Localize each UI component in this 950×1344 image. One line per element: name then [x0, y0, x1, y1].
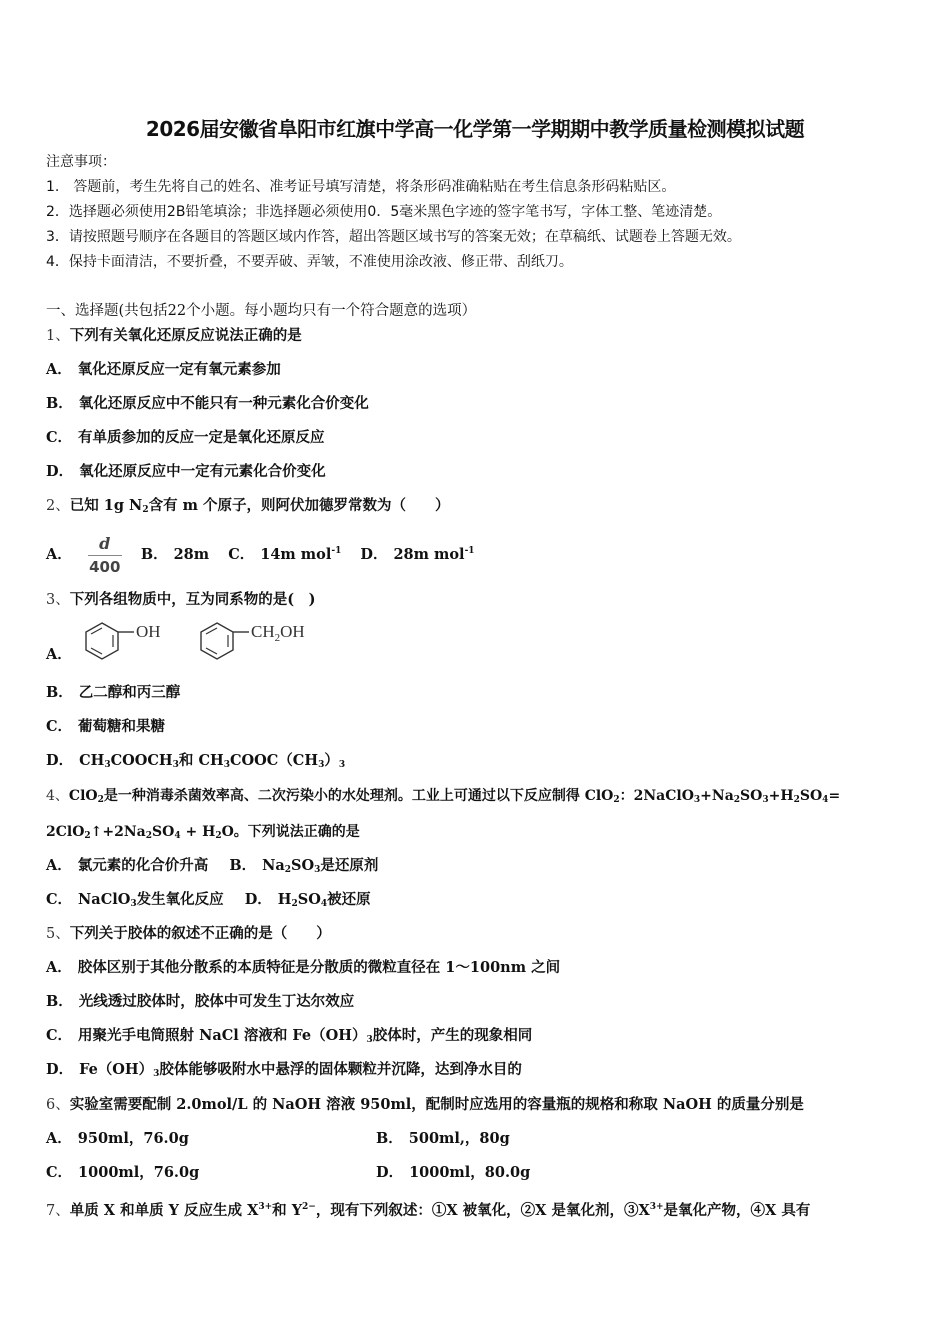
- q2-option-c: C． 14m mol$^{-1}$: [228, 546, 342, 563]
- option-label: A．: [46, 645, 72, 663]
- q4-option-c: C． NaClO$_3$发生氧化反应: [46, 891, 224, 909]
- phenol-structure-icon: [82, 617, 182, 692]
- q2-option-b: B． 28m: [140, 546, 210, 563]
- q3-option-b: B． 乙二醇和丙三醇: [46, 684, 181, 701]
- option-text: 氧化还原反应一定有氧元素参加: [77, 361, 281, 378]
- q1-option-b: [46, 394, 369, 414]
- svg-text:OH: OH: [136, 622, 161, 641]
- q1-option-c: [46, 428, 325, 448]
- section-heading: 一、选择题(共包括22个小题。每小题均只有一个符合题意的选项）: [46, 303, 477, 319]
- notice-item-4: 4．保持卡面清洁，不要折叠，不要弄破、弄皱，不准使用涂改液、修正带、刮纸刀。: [46, 254, 573, 270]
- q3-option-c: C． 葡萄糖和果糖: [46, 718, 166, 735]
- q4-option-b: B． $Na_2SO_3$是还原剂: [229, 857, 379, 875]
- question-7-stem: 7、单质 X 和单质 Y 反应生成 $X^{3+}$和 $Y^{2-}$，现有下列叙述：①X 被氧化，②X 是氧化剂，$③X^{3+}$是氧化产物，④X 具有: [46, 1202, 811, 1219]
- notice-item-2: 2．选择题必须使用2B铅笔填涂；非选择题必须使用0．5毫米黑色字迹的签字笔书写，字体工整、笔迹清楚。: [46, 204, 722, 220]
- question-4-stem-line2: $2ClO_2↑+2Na_2SO_4 + H_2O$。下列说法正确的是: [46, 824, 360, 841]
- notice-item-1: 1. 答题前，考生先将自己的姓名、准考证号填写清楚，将条形码准确粘贴在考生信息条形码粘贴区。: [46, 179, 676, 195]
- option-text: 氧化还原反应中不能只有一种元素化合价变化: [78, 395, 369, 412]
- q6-option-a: A． 950ml，76.0g: [46, 1130, 189, 1147]
- q2-options: [46, 528, 475, 578]
- svg-text:CH2OH: $CH_2OH$: [250, 622, 305, 644]
- notice-heading: 注意事项：: [46, 154, 116, 170]
- benzyl-alcohol-structure-icon: [197, 617, 337, 692]
- q6-option-d: D． 1000ml，80.0g: [376, 1164, 531, 1181]
- option-text: 有单质参加的反应一定是氧化还原反应: [78, 429, 325, 446]
- option-label: A．: [46, 361, 72, 378]
- question-6-stem: 6、实验室需要配制 2.0mol/L 的 NaOH 溶液 950ml，配制时应选用的容量瓶的规格和称取 NaOH 的质量分别是: [46, 1096, 804, 1113]
- question-2-stem: [46, 496, 450, 520]
- option-label: C．: [46, 429, 73, 446]
- q2-option-a: A． $\frac{d}{400}$: [46, 533, 121, 576]
- option-label: D．: [46, 463, 74, 480]
- q4-option-d: D． $H_2SO_4$被还原: [244, 891, 371, 909]
- q1-option-a: [46, 360, 281, 380]
- option-text: 氧化还原反应中一定有元素化合价变化: [79, 463, 326, 480]
- question-5-stem: 5、下列关于胶体的叙述不正确的是（ ）: [46, 925, 331, 942]
- q2-option-d: D． 28m mol$^{-1}$: [360, 546, 475, 563]
- question-1-stem: [46, 326, 302, 346]
- q6-option-b: B． 500ml,，80g: [376, 1130, 510, 1147]
- q4-options-ab: [46, 856, 378, 880]
- q6-option-c: C． 1000ml，76.0g: [46, 1164, 200, 1181]
- option-label: B．: [46, 395, 73, 412]
- q5-option-c: C． 用聚光手电筒照射 NaCl 溶液和 $Fe(OH)_3$胶体时，产生的现象相同: [46, 1027, 533, 1045]
- question-text: 下列各组物质中，互为同系物的是( ): [69, 591, 316, 608]
- q5-option-a: A． 胶体区别于其他分散系的本质特征是分散质的微粒直径在 1～100nm 之间: [46, 959, 561, 976]
- q3-option-d: D． $CH_3COOCH_3$和 $CH_3COOC(CH_3)_3$: [46, 752, 346, 770]
- question-3-stem: [46, 590, 315, 610]
- fraction: $\frac{d}{400}$: [89, 533, 121, 576]
- question-text: 下列有关氧化还原反应说法正确的是: [69, 327, 302, 344]
- question-text: 已知 1g $N_2$含有 m 个原子，则阿伏加德罗常数为（ ）: [69, 497, 450, 515]
- question-number: 2、: [46, 498, 70, 514]
- q5-option-b: B． 光线透过胶体时，胶体中可发生丁达尔效应: [46, 993, 355, 1010]
- question-4-stem-line1: 4、ClO$_2$是一种消毒杀菌效率高、二次污染小的水处理剂。工业上可通过以下反应制得 ClO$_2$：$2NaClO_3+Na_2SO_3+H_2SO_4=$: [46, 788, 841, 805]
- question-number: 3、: [46, 592, 70, 608]
- notice-item-3: 3．请按照题号顺序在各题目的答题区域内作答，超出答题区域书写的答案无效；在草稿纸、试题卷上答题无效。: [46, 229, 741, 245]
- q5-option-d: D． $Fe(OH)_3$胶体能够吸附水中悬浮的固体颗粒并沉降，达到净水目的: [46, 1061, 522, 1079]
- q4-option-a: A． 氯元素的化合价升高: [46, 857, 209, 874]
- q1-option-d: [46, 462, 326, 482]
- question-number: 1、: [46, 328, 70, 344]
- q4-options-cd: [46, 890, 371, 914]
- page-title: 2026届安徽省阜阳市红旗中学高一化学第一学期期中教学质量检测模拟试题: [145, 117, 805, 141]
- q3-option-a: [46, 617, 337, 692]
